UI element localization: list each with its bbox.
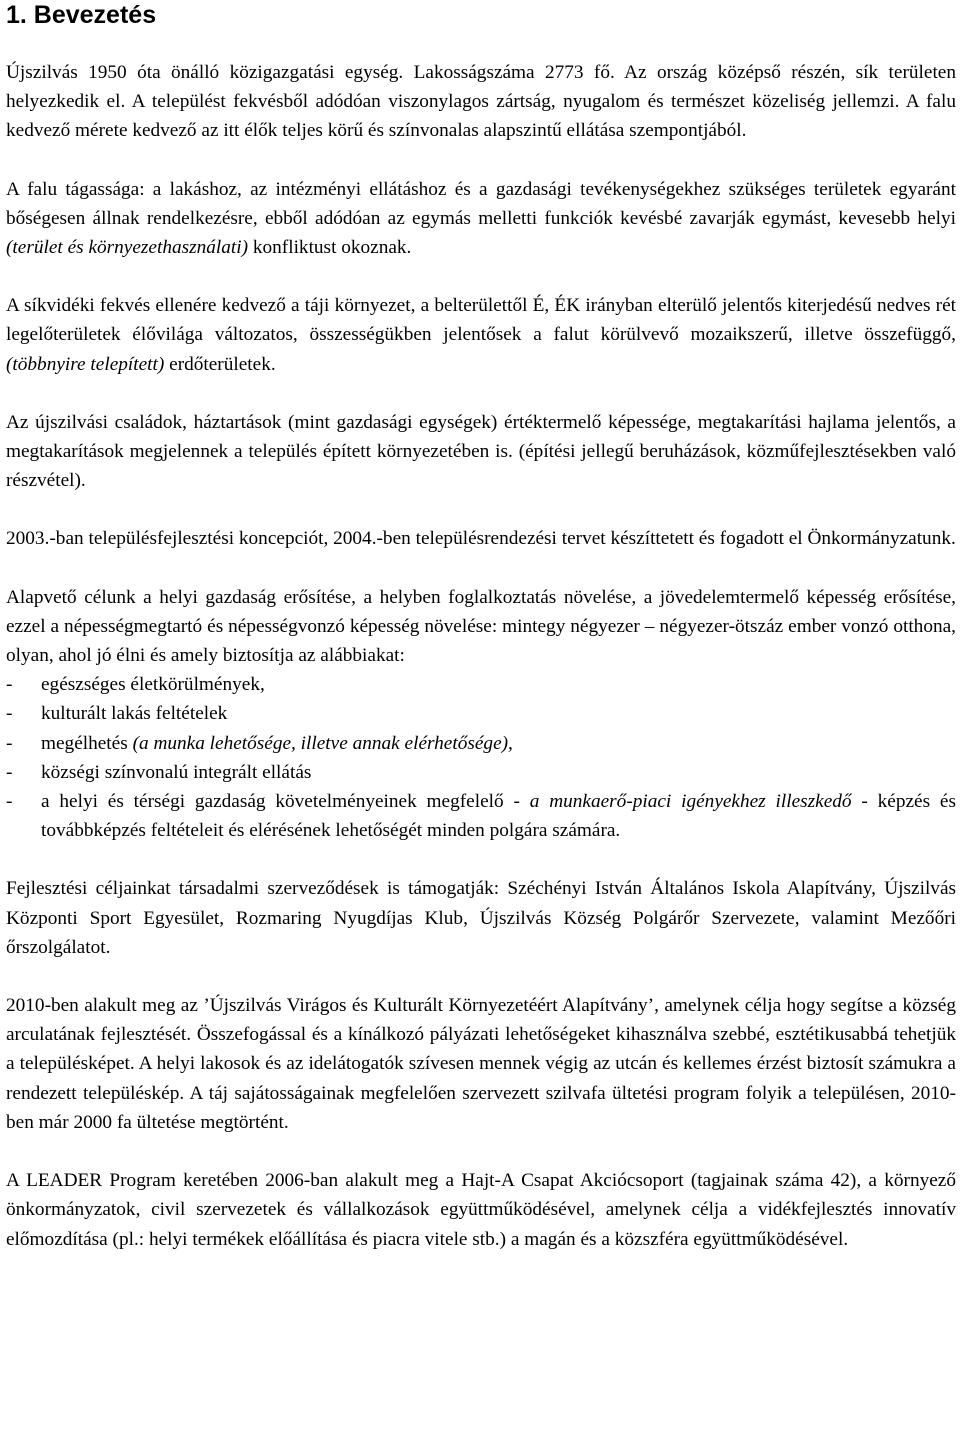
paragraph-spaciousness-text: A falu tágassága: a lakáshoz, az intézményi ellátáshoz és a gazdasági tevékenységekhez szükséges területek egyaránt bőségesen állnak rendelkezésre, ebből adódóan az egymás melletti funkciók kevésbé zavarják egymást, kevesebb helyi [6, 178, 956, 229]
goals-list [6, 670, 956, 845]
paragraph-landscape-italic: (többnyire telepített) [6, 353, 165, 375]
list-item [6, 729, 956, 758]
paragraph-spaciousness [6, 175, 956, 263]
list-item-text: kulturált lakás feltételek [41, 703, 228, 725]
paragraph-spaciousness-italic: (terület és környezethasználati) [6, 237, 249, 259]
list-dash: - [6, 761, 13, 783]
paragraph-gap [6, 495, 956, 524]
paragraph-foundation: 2010-ben alakult meg az ’Újszilvás Virágos és Kulturált Környezetéért Alapítvány’, amelynek célja hogy segítse a község arculatának fejlesztését. Összefogással és a kínálkozó pályázati lehetőségeket kihasználva szebbé, esztétikusabbá tehetjük a településképet. A helyi lakosok és az idelátogatók szívesen mennek végig az utcán és kellemes érzést biztosít számukra a rendezett településkép. A táj sajátosságainak megfelelően szervezett szilvafa ültetési program folyik a településen, 2010-ben már 2000 fa ültetése megtörtént. [6, 995, 956, 1133]
paragraph-gap [6, 962, 956, 991]
list-item-text: községi színvonalú integrált ellátás [41, 761, 312, 783]
list-dash: - [6, 791, 13, 813]
paragraph-gap [6, 554, 956, 583]
paragraph-gap [6, 146, 956, 175]
paragraph-intro: Újszilvás 1950 óta önálló közigazgatási egység. Lakosságszáma 2773 fő. Az ország középső részén, sík területen helyezkedik el. A települést fekvésből adódóan viszonylagos zártság, nyugalom és természet közeliség jellemzi. A falu kedvező mérete kedvező az itt élők teljes körű és színvonalas alapszintű ellátása szempontjából. [6, 62, 956, 142]
list-item [6, 758, 956, 787]
paragraph-concept: 2003.-ban településfejlesztési koncepciót, 2004.-ben településrendezési tervet készíttetett és fogadott el Önkormányzatunk. [6, 528, 956, 550]
paragraph-landscape [6, 291, 956, 379]
list-item-italic: (a munka lehetősége, illetve annak elérhetősége), [132, 732, 513, 754]
paragraph-gap [6, 845, 956, 874]
list-dash: - [6, 674, 13, 696]
paragraph-landscape-text: A síkvidéki fekvés ellenére kedvező a táji környezet, a belterülettől É, ÉK irányban elterülő jelentős kiterjedésű nedves rét legelőterületek élővilága változatos, összességükben jelentősek a falut körülvevő mozaikszerű, illetve összefüggő, [6, 295, 956, 346]
list-item [6, 670, 956, 699]
list-item-text: megélhetés [41, 732, 133, 754]
paragraph-organizations: Fejlesztési céljainkat társadalmi szerveződések is támogatják: Széchényi István Általános Iskola Alapítvány, Újszilvás Központi Sport Egyesület, Rozmaring Nyugdíjas Klub, Újszilvás Község Polgárőr Szervezete, valamint Mezőőri őrszolgálatot. [6, 878, 956, 958]
list-item [6, 699, 956, 728]
paragraph-gap [6, 1137, 956, 1166]
section-heading: 1. Bevezetés [6, 1, 157, 29]
list-item [6, 787, 956, 845]
list-dash: - [6, 703, 13, 725]
paragraph-landscape-end: erdőterületek. [164, 353, 276, 375]
paragraph-households: Az újszilvási családok, háztartások (mint gazdasági egységek) értéktermelő képessége, megtakarítási hajlama jelentős, a megtakarítások megjelennek a település épített környezetében is. (építési jellegű beruházások, közműfejlesztésekben való részvétel). [6, 411, 956, 492]
paragraph-gap [6, 379, 956, 408]
paragraph-leader: A LEADER Program keretében 2006-ban alakult meg a Hajt-A Csapat Akciócsoport (tagjainak száma 42), a környező önkormányzatok, civil szervezetek és vállalkozások együttműködésével, amelynek célja a vidékfejlesztés innovatív előmozdítása (pl.: helyi termékek előállítása és piacra vitele stb.) a magán és a közszféra együttműködésével. [6, 1170, 956, 1250]
paragraph-gap [6, 262, 956, 291]
list-item-text: a helyi és térségi gazdaság követelményeinek megfelelő - [41, 791, 530, 813]
list-item-text-end: - képzés és továbbképzés feltételeit és elérésének lehetőségét minden polgára számára. [41, 791, 956, 842]
list-dash: - [6, 732, 13, 754]
document-page [6, 0, 956, 1254]
paragraph-spaciousness-end: konfliktust okoznak. [248, 237, 412, 259]
list-item-italic: a munkaerő-piaci igényekhez illeszkedő [529, 791, 852, 813]
paragraph-goals: Alapvető célunk a helyi gazdaság erősítése, a helyben foglalkoztatás növelése, a jövedelemtermelő képesség erősítése, ezzel a népességmegtartó és népességvonzó képesség növelése: mintegy négyezer – négyezer-ötszáz ember vonzó otthona, olyan, ahol jó élni és amely biztosítja az alábbiakat: [6, 586, 956, 667]
list-item-text: egészséges életkörülmények, [41, 674, 265, 696]
